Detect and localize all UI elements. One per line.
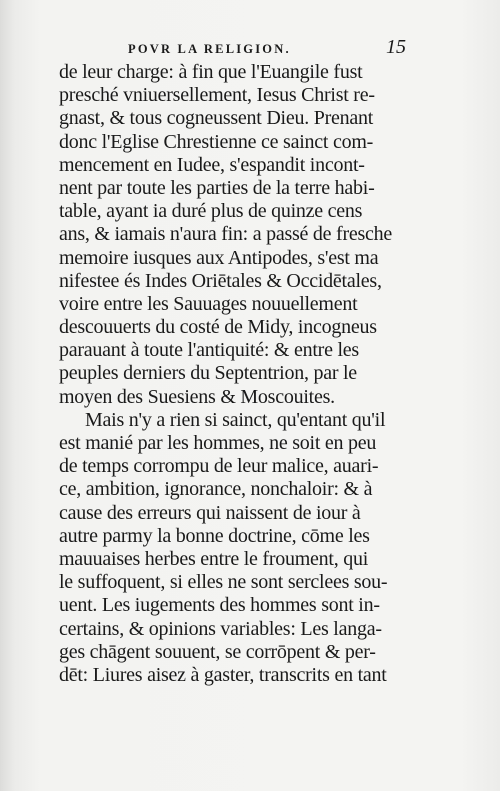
text-line: gnast, & tous cogneussent Dieu. Prenant <box>59 107 374 130</box>
text-line: voire entre les Sauuages nouuellement <box>59 292 358 315</box>
text-line: descouuerts du costé de Midy, incogneus <box>59 316 377 339</box>
text-line: nifestee és Indes Oriētales & Occidētales, <box>59 269 382 292</box>
text-line: autre parmy la bonne doctrine, cōme les <box>59 524 370 547</box>
text-line: de leur charge: à fin que l'Euangile fust <box>59 61 363 83</box>
text-line: presché vniuersellement, Iesus Christ re- <box>59 84 375 107</box>
text-line: de temps corrompu de leur malice, auari- <box>59 455 379 478</box>
text-line: uent. Les iugements des hommes sont in- <box>59 594 380 617</box>
text-line: le suffoquent, si elles ne sont serclees sou- <box>59 571 388 594</box>
page-number: 15 <box>386 36 406 58</box>
text-line: mencement en Iudee, s'espandit incont- <box>59 153 365 176</box>
body-text <box>59 61 404 687</box>
text-line: table, ayant ia duré plus de quinze cens <box>59 200 363 223</box>
text-line: moyen des Suesiens & Moscouites. <box>59 385 335 408</box>
text-line: parauant à toute l'antiquité: & entre les <box>59 339 359 362</box>
paragraph-start-line: Mais n'y a rien si sainct, qu'entant qu'il <box>85 408 386 431</box>
text-line: nent par toute les parties de la terre habi- <box>59 176 375 199</box>
text-line: est manié par les hommes, ne soit en peu <box>59 432 377 454</box>
text-line: ges chāgent souuent, se corrōpent & per- <box>59 640 376 663</box>
text-line: cause des erreurs qui naissent de iour à <box>59 501 361 524</box>
text-line: certains, & opinions variables: Les langa- <box>59 617 382 640</box>
running-head-title: POVR LA RELIGION. <box>128 42 291 56</box>
text-line: ce, ambition, ignorance, nonchaloir: & à <box>59 478 373 501</box>
text-line: memoire iusques aux Antipodes, s'est ma <box>59 246 379 269</box>
text-line: peuples derniers du Septentrion, par le <box>59 362 357 385</box>
text-line: donc l'Eglise Chrestienne ce sainct com- <box>59 130 374 153</box>
text-line: mauuaises herbes entre le froument, qui <box>59 547 369 570</box>
text-line: dēt: Liures aisez à gaster, transcrits en tant <box>59 663 387 686</box>
text-line: ans, & iamais n'aura fin: a passé de fresche <box>59 223 393 246</box>
